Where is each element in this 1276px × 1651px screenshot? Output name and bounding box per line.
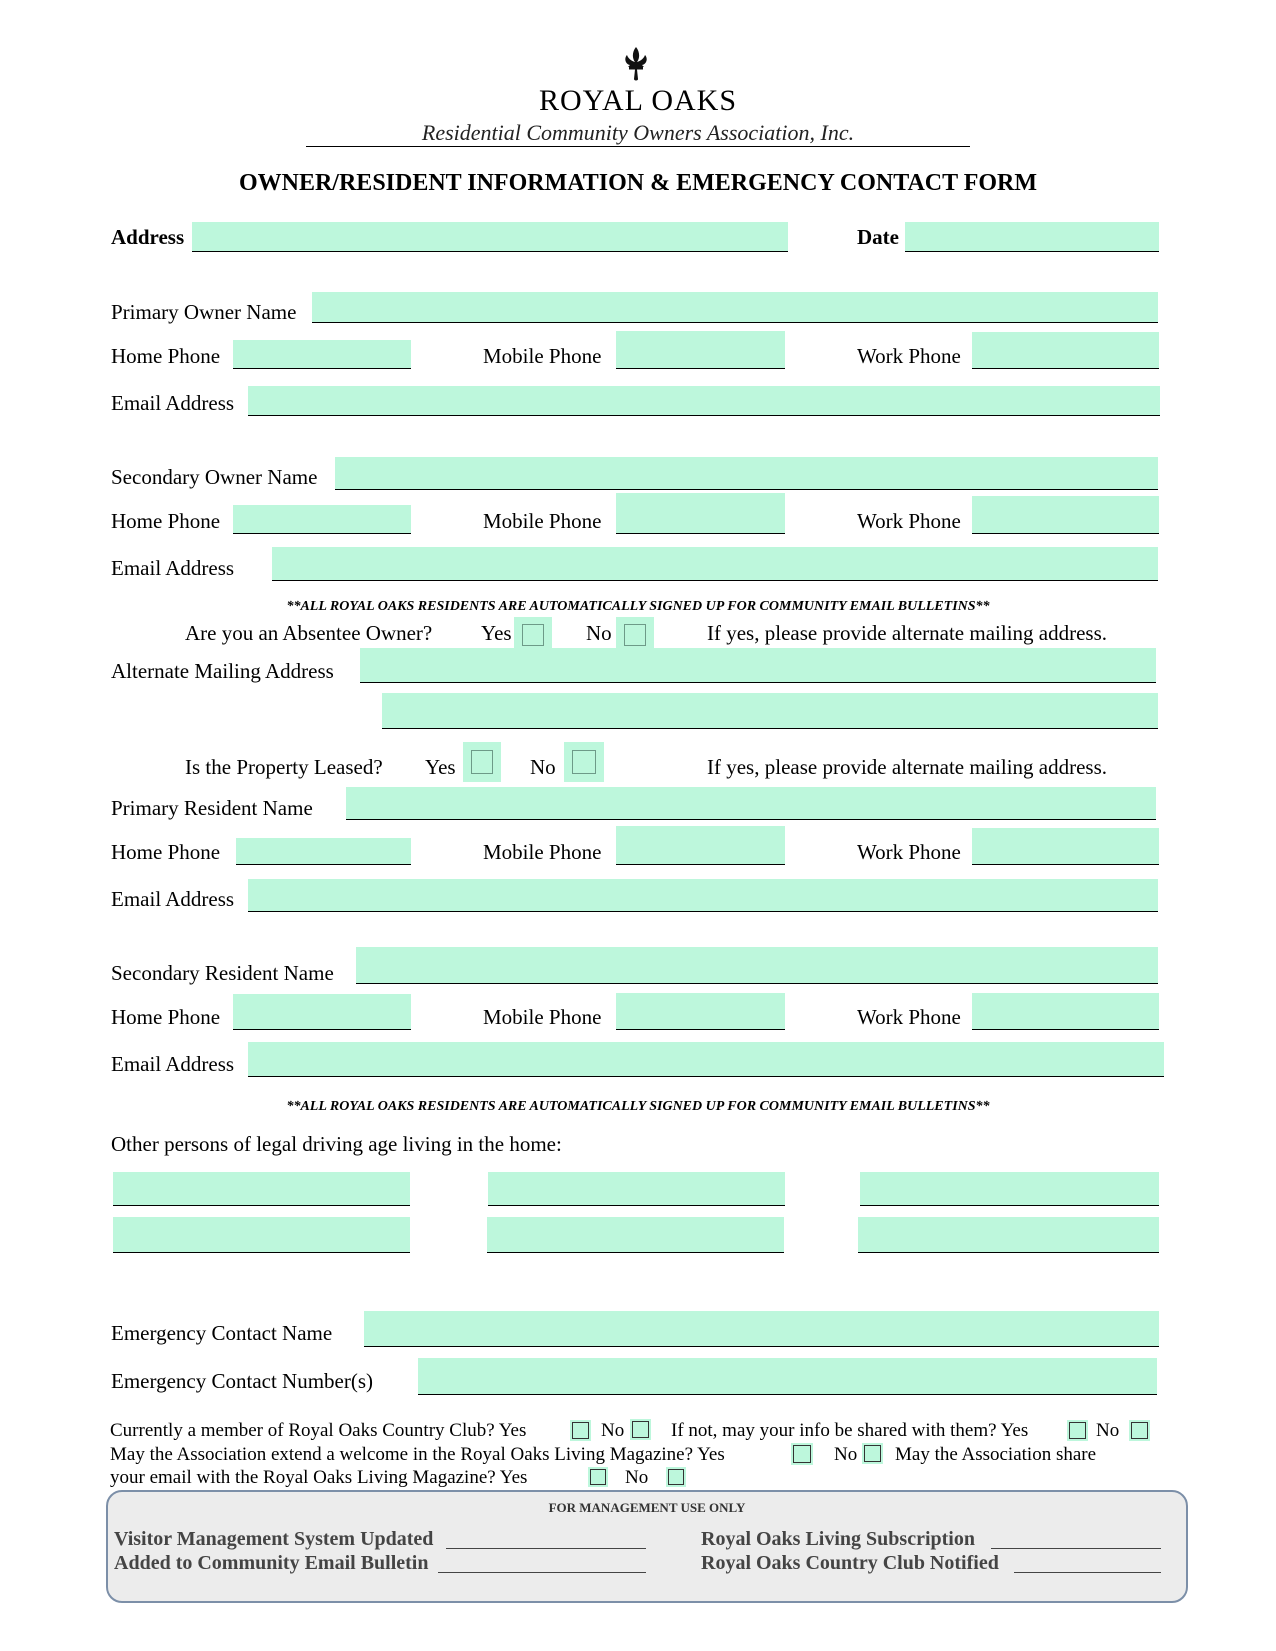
welcome-no-checkbox[interactable]	[862, 1443, 883, 1464]
primary-resident-home-phone-label: Home Phone	[111, 840, 221, 864]
country-club-no-label: No	[601, 1420, 625, 1441]
country-club-notified-line	[1014, 1572, 1161, 1573]
secondary-owner-email-label: Email Address	[111, 556, 235, 580]
secondary-resident-mobile-phone-label: Mobile Phone	[483, 1005, 602, 1029]
share-info-yes-checkbox[interactable]	[1067, 1420, 1088, 1441]
absentee-note: If yes, please provide alternate mailing address.	[707, 621, 1108, 645]
secondary-resident-name-field[interactable]	[356, 947, 1158, 984]
emergency-contact-name-field[interactable]	[364, 1311, 1159, 1347]
country-club-notified-label: Royal Oaks Country Club Notified	[701, 1552, 999, 1574]
date-field[interactable]	[905, 222, 1159, 252]
absentee-no-label: No	[586, 621, 612, 645]
secondary-owner-email-field[interactable]	[272, 547, 1158, 581]
share-info-no-checkbox[interactable]	[1129, 1420, 1150, 1441]
address-label: Address	[111, 225, 185, 249]
secondary-owner-work-phone-label: Work Phone	[857, 509, 961, 533]
management-use-box	[106, 1490, 1188, 1603]
secondary-owner-mobile-phone-field[interactable]	[616, 493, 785, 534]
address-field[interactable]	[192, 222, 788, 252]
secondary-resident-email-label: Email Address	[111, 1052, 235, 1076]
emergency-contact-number-label: Emergency Contact Number(s)	[111, 1369, 374, 1393]
visitor-management-label: Visitor Management System Updated	[114, 1528, 434, 1550]
secondary-owner-name-label: Secondary Owner Name	[111, 465, 318, 489]
primary-owner-home-phone-label: Home Phone	[111, 344, 221, 368]
other-person-3-field[interactable]	[860, 1172, 1159, 1206]
email-bulletin-line	[438, 1572, 646, 1573]
fleur-de-lis-icon	[623, 46, 649, 82]
share-email-no-checkbox[interactable]	[666, 1467, 686, 1487]
welcome-no-label: No	[834, 1444, 858, 1465]
share-info-no-label: No	[1096, 1420, 1120, 1441]
primary-resident-work-phone-field[interactable]	[972, 828, 1159, 865]
primary-owner-name-label: Primary Owner Name	[111, 300, 297, 324]
primary-resident-home-phone-field[interactable]	[236, 838, 411, 865]
primary-resident-name-field[interactable]	[346, 787, 1156, 820]
primary-resident-mobile-phone-label: Mobile Phone	[483, 840, 602, 864]
secondary-resident-name-label: Secondary Resident Name	[111, 961, 334, 985]
share-email-question-b: your email with the Royal Oaks Living Magazine? Yes	[110, 1467, 528, 1488]
leased-question: Is the Property Leased?	[185, 755, 383, 779]
secondary-owner-mobile-phone-label: Mobile Phone	[483, 509, 602, 533]
logo-name: ROYAL OAKS	[538, 84, 738, 117]
leased-no-label: No	[530, 755, 556, 779]
email-bulletin-notice: **ALL ROYAL OAKS RESIDENTS ARE AUTOMATICALLY SIGNED UP FOR COMMUNITY EMAIL BULLETINS**	[286, 599, 990, 614]
leased-yes-checkbox[interactable]	[463, 742, 501, 782]
leased-no-checkbox[interactable]	[564, 742, 604, 782]
primary-owner-work-phone-label: Work Phone	[857, 344, 961, 368]
other-person-2-field[interactable]	[488, 1172, 785, 1206]
primary-owner-email-label: Email Address	[111, 391, 235, 415]
alternate-mailing-line2-field[interactable]	[382, 693, 1158, 729]
primary-owner-name-field[interactable]	[312, 292, 1158, 323]
other-persons-label: Other persons of legal driving age living in the home:	[111, 1132, 562, 1156]
header-rule	[306, 146, 970, 147]
email-bulletin-notice-2: **ALL ROYAL OAKS RESIDENTS ARE AUTOMATICALLY SIGNED UP FOR COMMUNITY EMAIL BULLETINS**	[286, 1099, 990, 1114]
alternate-mailing-line1-field[interactable]	[360, 648, 1156, 683]
secondary-owner-work-phone-field[interactable]	[972, 496, 1159, 534]
country-club-yes-checkbox[interactable]	[570, 1420, 591, 1441]
absentee-yes-label: Yes	[481, 621, 512, 645]
country-club-question: Currently a member of Royal Oaks Country Club? Yes	[110, 1420, 527, 1441]
primary-resident-mobile-phone-field[interactable]	[616, 826, 785, 865]
welcome-question: May the Association extend a welcome in the Royal Oaks Living Magazine? Yes	[110, 1444, 725, 1465]
leased-note: If yes, please provide alternate mailing address.	[707, 755, 1108, 779]
primary-resident-work-phone-label: Work Phone	[857, 840, 961, 864]
form-title: OWNER/RESIDENT INFORMATION & EMERGENCY CONTACT FORM	[238, 170, 1038, 196]
secondary-owner-name-field[interactable]	[335, 457, 1158, 490]
management-title: FOR MANAGEMENT USE ONLY	[548, 1500, 746, 1515]
date-label: Date	[857, 225, 899, 249]
primary-resident-email-field[interactable]	[248, 879, 1158, 912]
secondary-owner-home-phone-label: Home Phone	[111, 509, 221, 533]
logo-subtitle: Residential Community Owners Association, Inc.	[421, 120, 855, 145]
email-bulletin-label: Added to Community Email Bulletin	[114, 1552, 429, 1574]
secondary-owner-home-phone-field[interactable]	[233, 505, 411, 534]
primary-owner-mobile-phone-label: Mobile Phone	[483, 344, 602, 368]
primary-resident-email-label: Email Address	[111, 887, 235, 911]
share-info-question: If not, may your info be shared with them? Yes	[671, 1420, 1029, 1441]
country-club-no-checkbox[interactable]	[630, 1419, 651, 1440]
secondary-resident-home-phone-label: Home Phone	[111, 1005, 221, 1029]
other-person-6-field[interactable]	[858, 1217, 1159, 1253]
other-person-5-field[interactable]	[487, 1217, 784, 1253]
emergency-contact-number-field[interactable]	[418, 1358, 1157, 1395]
primary-owner-home-phone-field[interactable]	[233, 340, 411, 369]
absentee-question: Are you an Absentee Owner?	[185, 621, 433, 645]
living-subscription-label: Royal Oaks Living Subscription	[701, 1528, 975, 1550]
other-person-4-field[interactable]	[113, 1217, 410, 1253]
secondary-resident-mobile-phone-field[interactable]	[616, 993, 785, 1030]
other-person-1-field[interactable]	[113, 1172, 410, 1206]
alternate-mailing-label: Alternate Mailing Address	[111, 659, 334, 683]
share-email-question-a: May the Association share	[895, 1444, 1097, 1465]
living-subscription-line	[991, 1548, 1161, 1549]
secondary-resident-email-field[interactable]	[248, 1042, 1164, 1077]
secondary-resident-work-phone-label: Work Phone	[857, 1005, 961, 1029]
primary-owner-email-field[interactable]	[248, 386, 1160, 416]
secondary-resident-home-phone-field[interactable]	[233, 994, 411, 1030]
primary-owner-mobile-phone-field[interactable]	[616, 331, 785, 369]
primary-owner-work-phone-field[interactable]	[972, 332, 1159, 369]
emergency-contact-name-label: Emergency Contact Name	[111, 1321, 333, 1345]
leased-yes-label: Yes	[425, 755, 456, 779]
secondary-resident-work-phone-field[interactable]	[972, 993, 1159, 1030]
share-email-no-label: No	[625, 1467, 649, 1488]
share-email-yes-checkbox[interactable]	[588, 1467, 608, 1487]
primary-resident-name-label: Primary Resident Name	[111, 796, 313, 820]
welcome-yes-checkbox[interactable]	[791, 1443, 813, 1465]
visitor-management-line	[446, 1548, 646, 1549]
